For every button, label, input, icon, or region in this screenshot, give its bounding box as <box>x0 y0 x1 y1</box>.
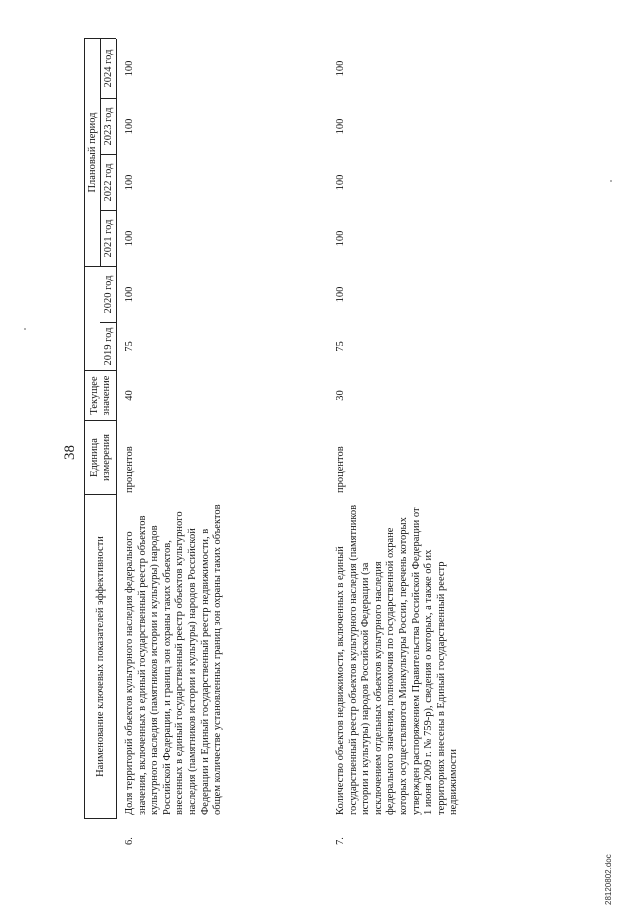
header-name: Наименование ключевых показателей эффективности <box>94 536 106 777</box>
header-year-2021: 2021 год <box>102 219 114 258</box>
row-6-name: Доля территорий объектов культурного наследия федерального значения, включенных в единый государственный реестр объектов культурного наследия (памятников истории и культуры) народов Российской Федерации, и границ зон охраны таких объектов, внесенных в единый государственный реестр объектов культурного наследия (памятников истории и культуры) народов Российской Федерации и Единый государственный реестр недвижимости, в общем количестве установленных границ зон охраны таких объектов <box>124 504 224 815</box>
row-6-value-2022: 100 <box>124 174 135 191</box>
row-6-value-2020: 100 <box>124 286 135 303</box>
header-planning-period: Плановый период <box>86 112 98 193</box>
row-7-value-2020: 100 <box>335 286 346 303</box>
row-7-value-2021: 100 <box>335 230 346 247</box>
row-7-value-2019: 75 <box>335 341 346 352</box>
row-6-value-2023: 100 <box>124 118 135 135</box>
row-7-name: Количество объектов недвижимости, включенных в единый государственный реестр объектов культурного наследия (памятников истории и культуры) народов Российской Федерации (за исключением отдельных объектов культурного наследия федерального значения, полномочия по государственной охране которых осуществляются Минкультуры России, перечень которых утвержден распоряжением Правительства Российской Федерации от 1 июня 2009 г. № 759-р), сведения о которых, а также об их территориях внесены в Единый государственный реестр недвижимости <box>335 504 460 815</box>
row-7-value-2024: 100 <box>335 60 346 77</box>
row-6-value-2024: 100 <box>124 60 135 77</box>
scan-dot <box>610 180 612 182</box>
header-current: Текущее значение <box>88 375 112 416</box>
row-7-value-2023: 100 <box>335 118 346 135</box>
header-unit: Единица измерения <box>88 434 112 481</box>
row-6-number: 6. <box>124 837 135 845</box>
row-6-value-2019: 75 <box>124 341 135 352</box>
header-year-2023: 2023 год <box>102 107 114 146</box>
footer-doc-filename: 28120802.doc <box>604 854 613 905</box>
row-6-unit: процентов <box>124 446 135 493</box>
page-number: 38 <box>62 445 78 460</box>
header-year-2020: 2020 год <box>102 275 114 314</box>
scan-dot <box>24 328 26 330</box>
row-7-unit: процентов <box>335 446 346 493</box>
row-6-value-2021: 100 <box>124 230 135 247</box>
row-7-number: 7. <box>335 837 346 845</box>
row-7-current: 30 <box>335 390 346 401</box>
header-year-2022: 2022 год <box>102 163 114 202</box>
row-7-value-2022: 100 <box>335 174 346 191</box>
header-year-2024: 2024 год <box>102 49 114 88</box>
col-border-left <box>84 818 116 819</box>
header-year-2019: 2019 год <box>102 327 114 366</box>
header-bottom-border <box>116 39 117 819</box>
row-6-current: 40 <box>124 390 135 401</box>
